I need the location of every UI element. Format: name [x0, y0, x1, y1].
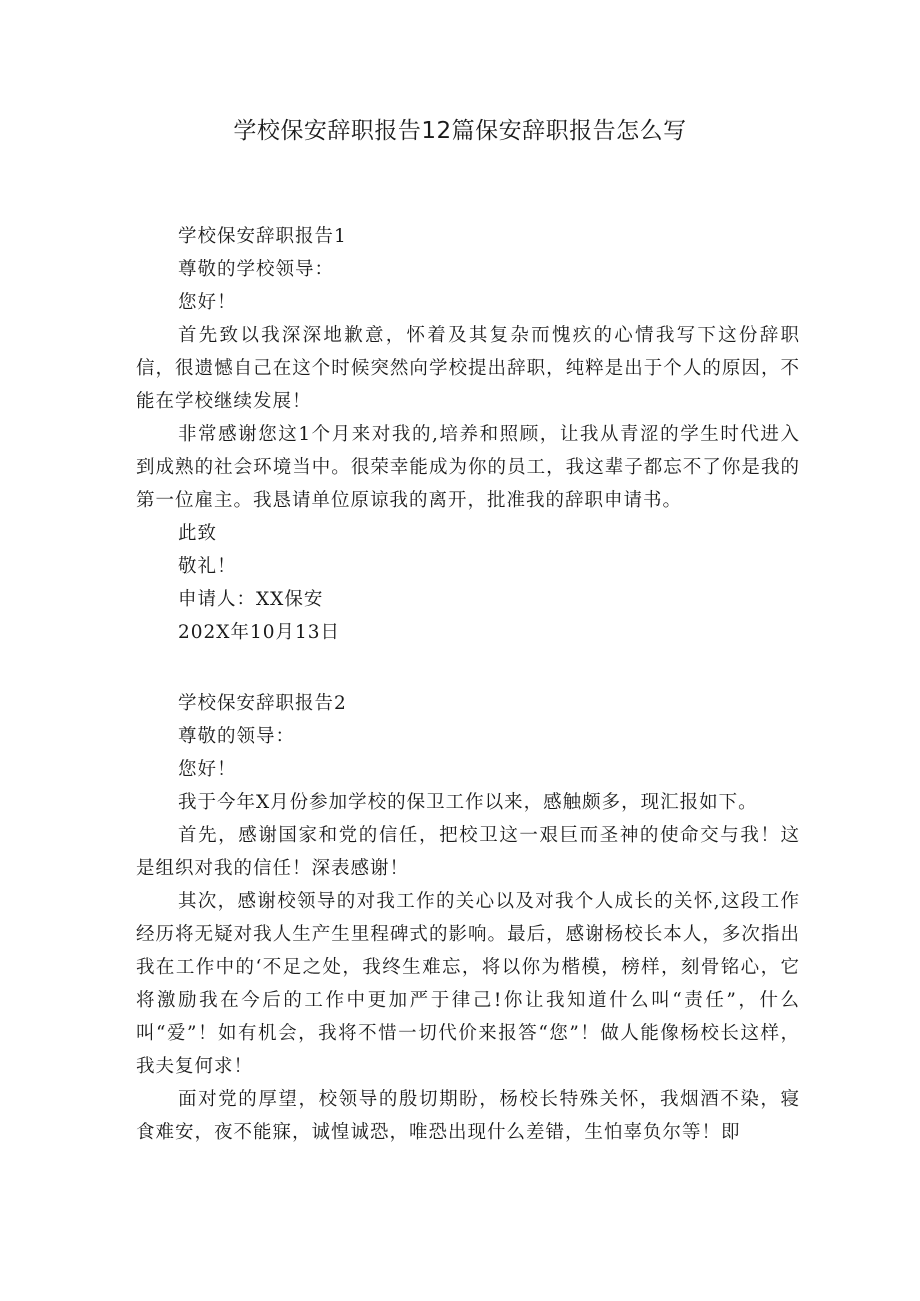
greeting: 您好！ — [178, 759, 237, 780]
closing: 此致 — [178, 523, 218, 544]
body-paragraph: 首先致以我深深地歉意，怀着及其复杂而愧疚的心情我写下这份辞职信，很遗憾自己在这个时候突然向学校提出辞职，纯粹是出于个人的原因，不能在学校继续发展！ — [136, 325, 800, 412]
document-body — [136, 220, 800, 1149]
regards: 敬礼！ — [178, 556, 237, 577]
body-paragraph: 面对党的厚望，校领导的殷切期盼，杨校长特殊关怀，我烟酒不染，寝食难安，夜不能寐，诚惶诚恐，唯恐出现什么差错，生怕辜负尔等！即 — [136, 1089, 800, 1143]
body-paragraph: 其次，感谢校领导的对我工作的关心以及对我个人成长的关怀,这段工作经历将无疑对我人生产生里程碑式的影响。最后，感谢杨校长本人，多次指出我在工作中的‘不足之处，我终生难忘，将以你为楷模，榜样，刻骨铭心，它将激励我在今后的工作中更加严于律己!你让我知道什么叫“责任”，什么叫“爱”！如有机会，我将不惜一切代价来报答“您”！做人能像杨校长这样，我夫复何求！ — [136, 891, 800, 1077]
salutation: 尊敬的领导： — [178, 726, 296, 747]
document-title: 学校保安辞职报告12篇保安辞职报告怎么写 — [233, 118, 687, 144]
body-paragraph: 首先，感谢国家和党的信任，把校卫这一艰巨而圣神的使命交与我！这是组织对我的信任！深表感谢！ — [136, 825, 800, 879]
date: 202X年10月13日 — [178, 622, 341, 643]
applicant: 申请人：XX保安 — [178, 589, 324, 610]
body-paragraph: 我于今年X月份参加学校的保卫工作以来，感触颇多，现汇报如下。 — [178, 792, 758, 813]
section-heading: 学校保安辞职报告1 — [178, 226, 347, 247]
greeting: 您好！ — [178, 292, 237, 313]
salutation: 尊敬的学校领导： — [178, 259, 335, 280]
section-heading: 学校保安辞职报告2 — [178, 693, 347, 714]
body-paragraph: 非常感谢您这1个月来对我的,培养和照顾，让我从青涩的学生时代进入到成熟的社会环境当中。很荣幸能成为你的员工，我这辈子都忘不了你是我的第一位雇主。我恳请单位原谅我的离开，批准我的辞职申请书。 — [136, 424, 800, 511]
